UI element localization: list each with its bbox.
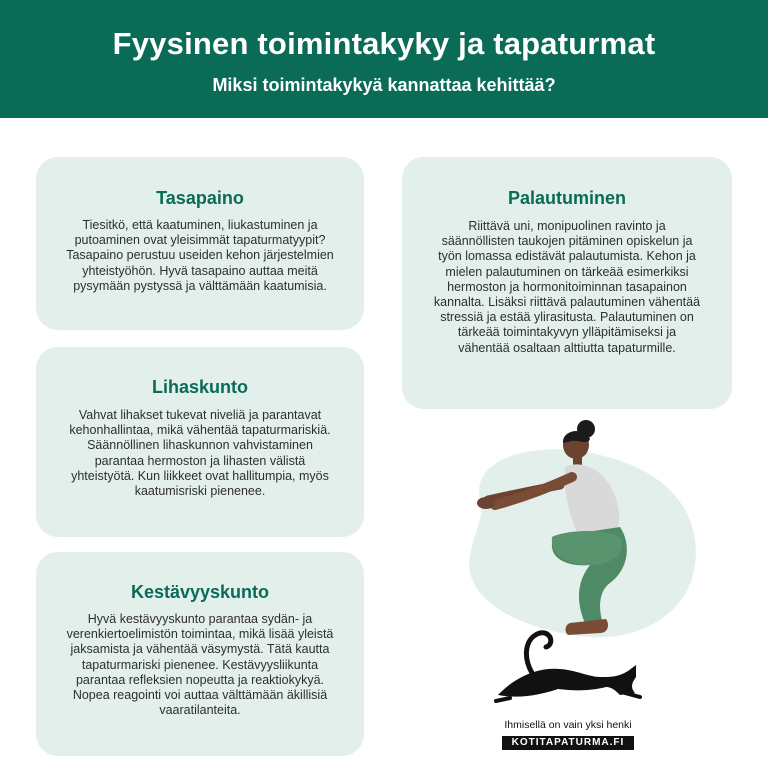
card-title: Tasapaino <box>156 188 244 208</box>
hands <box>477 497 495 509</box>
header-banner <box>0 0 768 118</box>
card-palautuminen <box>402 157 732 409</box>
card-title: Kestävyyskunto <box>130 582 270 602</box>
page-title: Fyysinen toimintakyky ja tapaturmat <box>112 26 656 61</box>
card-kestavyyskunto <box>36 552 364 756</box>
cat-silhouette-icon <box>496 633 640 701</box>
page-subtitle: Miksi toimintakykyä kannattaa kehittää? <box>212 75 556 95</box>
card-text: Hyvä kestävyyskunto parantaa sydän- ja verenkiertoelimistön toimintaa, mikä lisää yleistä jaksamista ja vähentää väsymystä. Tätä kautta tapaturmariski pienenee. Kestävyysliikunta parantaa refleksien nopeutta ja reaktiokykyä. Nopea reagointi voi auttaa välttämään äkillisiä vaaratilanteita. <box>66 612 334 718</box>
card-title: Lihaskunto <box>151 377 248 397</box>
footer-tagline: Ihmisellä on vain yksi henki <box>504 719 632 731</box>
card-text: Vahvat lihakset tukevat niveliä ja parantavat kehonhallintaa, mikä vähentää tapaturmariskiä. Säännöllinen lihaskunnon vahvistaminen parantaa hermoston ja lihasten välistä yhteistyötä. Kun liikkeet ovat hallitumpia, myös kaatumisriski pienenee. <box>69 408 331 499</box>
card-text: Tiesitkö, että kaatuminen, liukastuminen ja putoaminen ovat yleisimmät tapaturmatyypit? Tasapaino perustuu useiden kehon järjestelmien yhteistyöhön. Hyvä tasapaino auttaa meitä pysymään pystyssä ja välttämään kaatumisia. <box>66 218 334 293</box>
card-lihaskunto <box>36 347 364 537</box>
footer-site-badge: KOTITAPATURMA.FI <box>502 736 634 750</box>
card-tasapaino <box>36 157 364 330</box>
squatting-woman-illustration <box>440 415 740 715</box>
card-title: Palautuminen <box>507 188 627 208</box>
card-text: Riittävä uni, monipuolinen ravinto ja säännöllisten taukojen pitäminen opiskelun ja työn lomassa edistävät palautumista. Kehon ja mielen palautuminen on tärkeää esimerkiksi hermoston ja hormonitoiminnan tasapainon kannalta. Lisäksi riittävä palautuminen vähentää stressiä ja estää ylirasitusta. Palautuminen on tärkeää toimintakyvyn ylläpitämiseksi ja vähentää osaltaan alttiutta tapaturmille. <box>433 219 701 355</box>
